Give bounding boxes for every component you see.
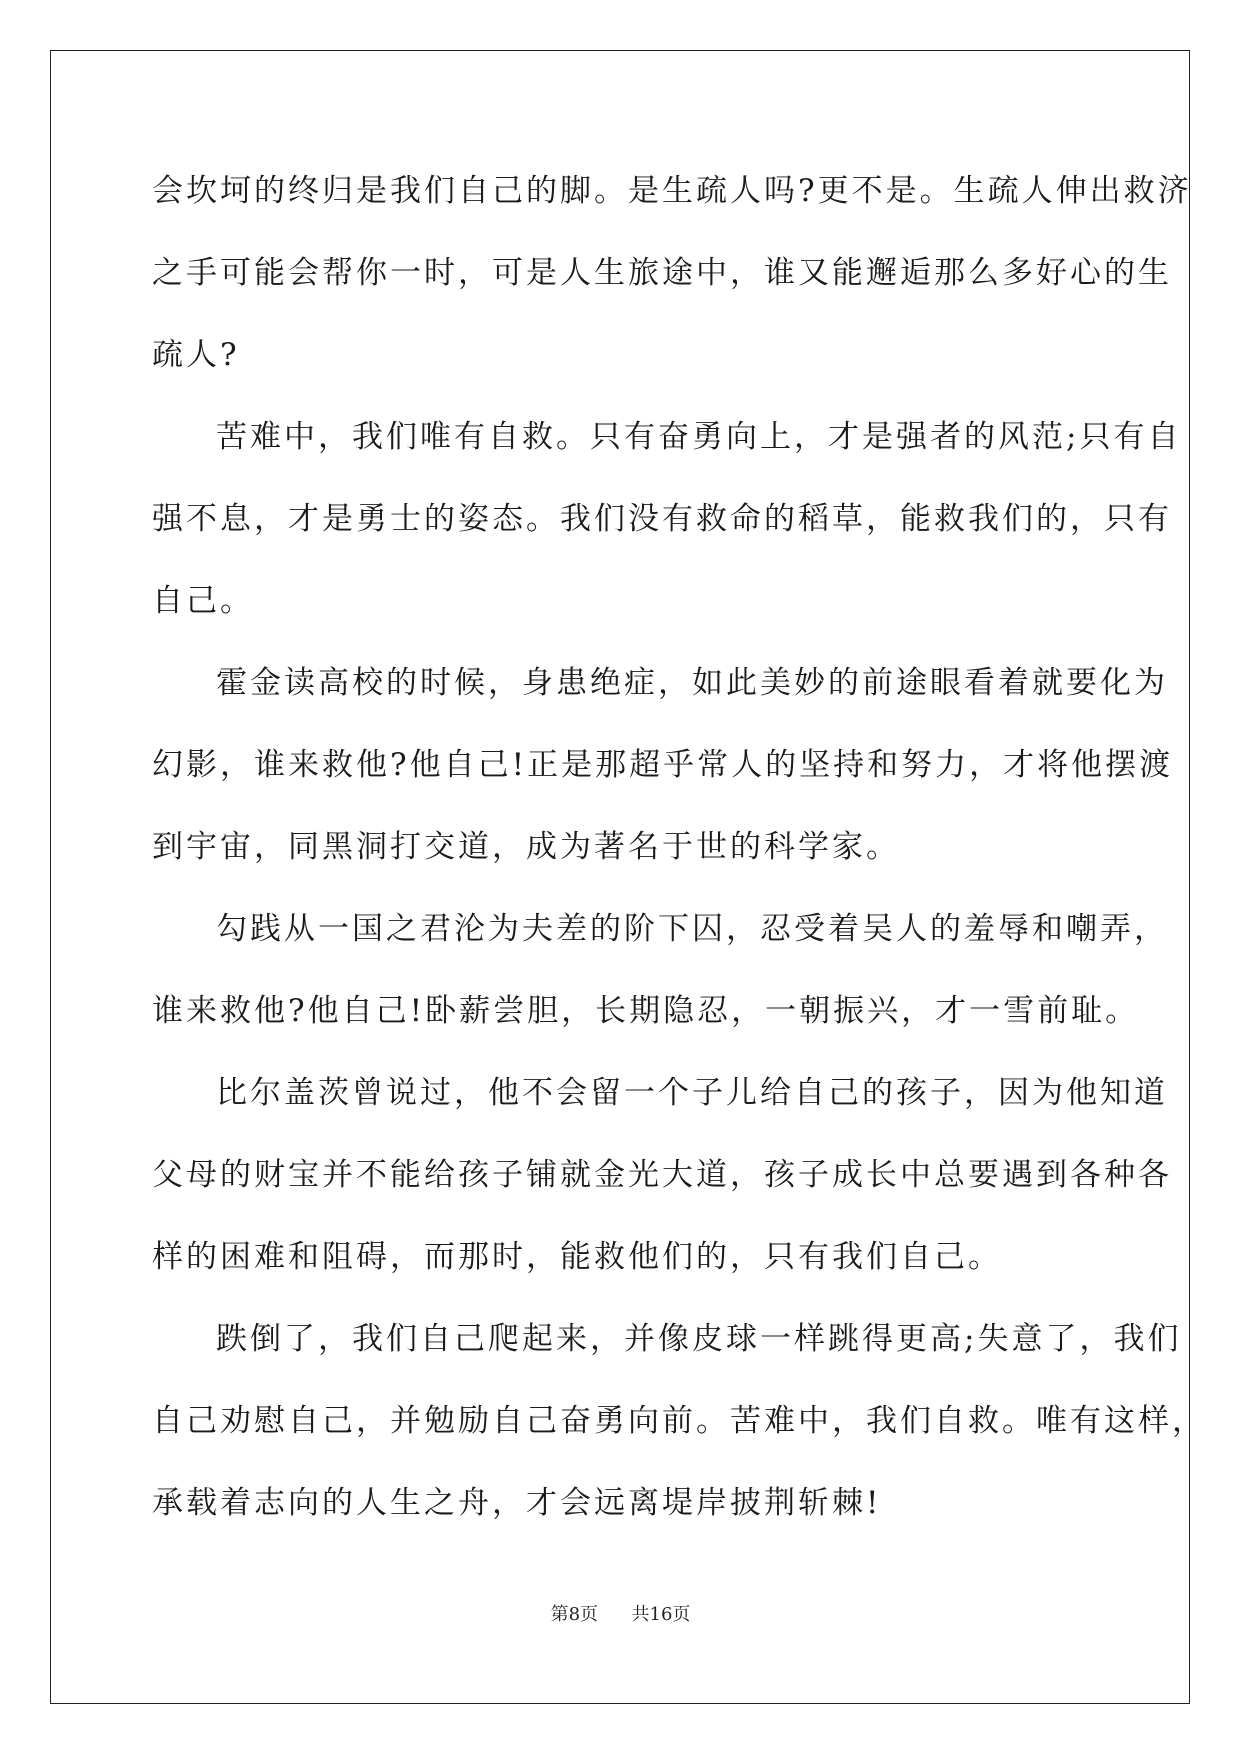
text-line: 会坎坷的终归是我们自己的脚。是生疏人吗?更不是。生疏人伸出救济 — [152, 173, 1192, 209]
text-line: 自己。 — [152, 583, 254, 619]
text-line: 霍金读高校的时候，身患绝症，如此美妙的前途眼看着就要化为 — [216, 665, 1168, 701]
text-line: 承载着志向的人生之舟，才会远离堤岸披荆斩棘! — [152, 1485, 882, 1521]
page-number: 第8页 — [550, 1604, 599, 1625]
text-line: 自己劝慰自己，并勉励自己奋勇向前。苦难中，我们自救。唯有这样， — [152, 1403, 1206, 1439]
page-total: 共16页 — [631, 1604, 691, 1625]
document-body — [152, 160, 1206, 1554]
text-line: 之手可能会帮你一时，可是人生旅途中，谁又能邂逅那么多好心的生 — [152, 255, 1172, 291]
text-line: 强不息，才是勇士的姿态。我们没有救命的稻草，能救我们的，只有 — [152, 501, 1172, 537]
text-line: 幻影，谁来救他?他自己!正是那超乎常人的坚持和努力，才将他摆渡 — [152, 747, 1174, 783]
text-line: 苦难中，我们唯有自救。只有奋勇向上，才是强者的风范;只有自 — [216, 419, 1182, 455]
paragraph — [152, 652, 1174, 898]
text-line: 跌倒了，我们自己爬起来，并像皮球一样跳得更高;失意了，我们 — [216, 1321, 1182, 1357]
text-line: 样的困难和阻碍，而那时，能救他们的，只有我们自己。 — [152, 1239, 1002, 1275]
paragraph — [152, 406, 1182, 652]
text-line: 父母的财宝并不能给孩子铺就金光大道，孩子成长中总要遇到各种各 — [152, 1157, 1172, 1193]
text-line: 谁来救他?他自己!卧薪尝胆，长期隐忍，一朝振兴，才一雪前耻。 — [152, 993, 1140, 1029]
paragraph — [152, 898, 1168, 1062]
paragraph — [152, 1062, 1172, 1308]
paragraph — [152, 160, 1192, 406]
paragraph — [152, 1308, 1206, 1554]
text-line: 到宇宙，同黑洞打交道，成为著名于世的科学家。 — [152, 829, 900, 865]
text-line: 疏人? — [152, 337, 240, 373]
text-line: 勾践从一国之君沦为夫差的阶下囚，忍受着吴人的羞辱和嘲弄， — [216, 911, 1168, 947]
page-footer — [0, 1600, 1241, 1626]
text-line: 比尔盖茨曾说过，他不会留一个子儿给自己的孩子，因为他知道 — [216, 1075, 1168, 1111]
